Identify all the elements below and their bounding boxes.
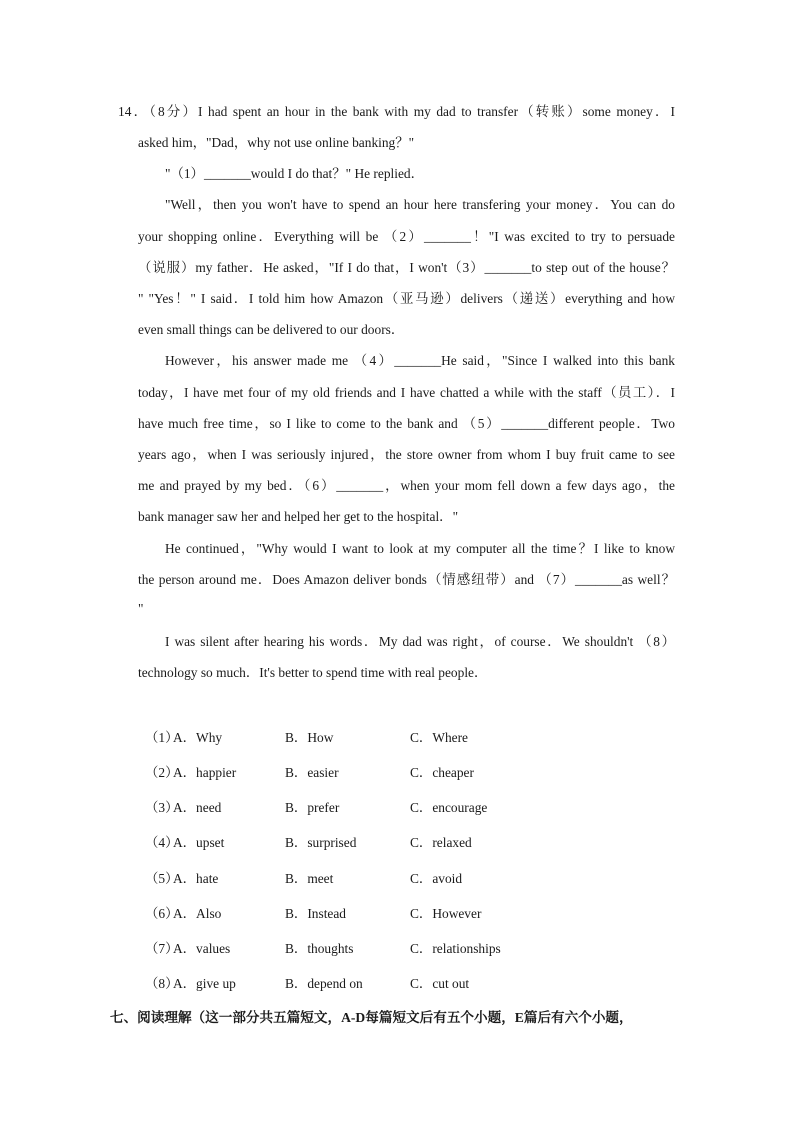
option-c[interactable]: C．cheaper [410, 765, 474, 780]
passage-line: "（1）_______would I do that？" He replied． [165, 166, 424, 181]
option-number: （1） [145, 730, 179, 745]
option-number: （2） [145, 765, 179, 780]
option-b[interactable]: B．How [285, 730, 334, 745]
option-b[interactable]: B．thoughts [285, 941, 354, 956]
option-row-7 [145, 940, 665, 958]
option-c[interactable]: C．relationships [410, 941, 501, 956]
option-row-2 [145, 764, 665, 782]
option-number: （8） [145, 976, 179, 991]
option-a[interactable]: A．hate [173, 871, 219, 886]
option-a[interactable]: A．need [173, 800, 222, 815]
passage-line: " "Yes！" I said．I told him how Amazon（亚马逊）delivers（递送）everything and how [138, 291, 675, 306]
passage-line: even small things can be delivered to our doors． [138, 322, 405, 337]
passage-line: I was silent after hearing his words．My dad was right，of course．We shouldn't （8） [165, 634, 675, 649]
option-number: （4） [145, 835, 179, 850]
option-b[interactable]: B．easier [285, 765, 339, 780]
option-b[interactable]: B．depend on [285, 976, 363, 991]
option-a[interactable]: A．give up [173, 976, 236, 991]
passage-line: He continued，"Why would I want to look at my computer all the time？I like to know [165, 541, 675, 556]
option-row-8 [145, 975, 665, 993]
option-a[interactable]: A．upset [173, 835, 225, 850]
passage-line: bank manager saw her and helped her get to the hospital．" [138, 509, 459, 524]
option-row-3 [145, 799, 665, 817]
option-b[interactable]: B．prefer [285, 800, 340, 815]
passage-line: asked him，"Dad，why not use online banking？" [138, 135, 415, 150]
question-header: 14．（8分）I had spent an hour in the bank with my dad to transfer（转账）some money．I [118, 104, 675, 119]
option-b[interactable]: B．Instead [285, 906, 346, 921]
passage-line: However，his answer made me （4）_______He said，"Since I walked into this bank [165, 353, 675, 368]
section-heading: 七、阅读理解（这一部分共五篇短文，A-D每篇短文后有五个小题，E篇后有六个小题， [110, 1010, 633, 1025]
option-a[interactable]: A．Also [173, 906, 222, 921]
option-a[interactable]: A．values [173, 941, 231, 956]
option-c[interactable]: C．Where [410, 730, 469, 745]
passage-line: years ago，when I was seriously injured，the store owner from whom I buy fruit came to see [138, 447, 675, 462]
option-a[interactable]: A．happier [173, 765, 237, 780]
option-b[interactable]: B．surprised [285, 835, 357, 850]
option-row-6 [145, 905, 665, 923]
option-number: （6） [145, 906, 179, 921]
passage-line: today，I have met four of my old friends and I have chatted a while with the staff（员工）．I [138, 385, 675, 400]
option-c[interactable]: C．encourage [410, 800, 488, 815]
option-number: （3） [145, 800, 179, 815]
passage-line: the person around me．Does Amazon deliver bonds（情感纽带）and （7）_______as well？ [138, 572, 675, 587]
option-row-1 [145, 729, 665, 747]
passage-line: "Well，then you won't have to spend an hour here transfering your money．You can do [165, 197, 675, 212]
passage-line: your shopping online．Everything will be （2）_______！"I was excited to try to persuade [138, 229, 675, 244]
option-a[interactable]: A．Why [173, 730, 223, 745]
option-c[interactable]: C．However [410, 906, 482, 921]
option-row-5 [145, 870, 665, 888]
option-row-4 [145, 834, 665, 852]
option-c[interactable]: C．avoid [410, 871, 463, 886]
option-b[interactable]: B．meet [285, 871, 334, 886]
option-number: （7） [145, 941, 179, 956]
passage-line: （说服）my father．He asked，"If I do that，I won't（3）_______to step out of the house？ [138, 260, 675, 275]
passage-line: " [138, 601, 144, 616]
passage-line: technology so much．It's better to spend time with real people． [138, 665, 488, 680]
option-c[interactable]: C．cut out [410, 976, 470, 991]
option-c[interactable]: C．relaxed [410, 835, 472, 850]
passage-line: me and prayed by my bed．（6）_______，when your mom fell down a few days ago，the [138, 478, 675, 493]
option-number: （5） [145, 871, 179, 886]
passage-line: have much free time，so I like to come to the bank and （5）_______different people．Two [138, 416, 675, 431]
